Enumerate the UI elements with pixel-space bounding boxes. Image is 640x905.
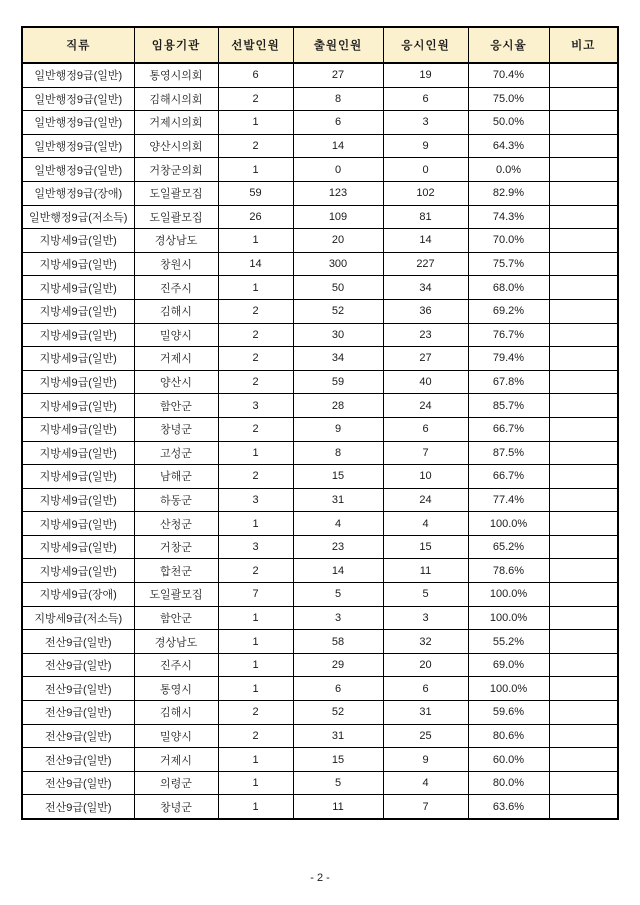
cell-selected-count: 3 xyxy=(218,488,293,512)
cell-agency: 김해시 xyxy=(134,299,218,323)
cell-note xyxy=(549,229,618,253)
table-head xyxy=(22,27,618,63)
cell-job-series: 전산9급(일반) xyxy=(22,748,134,772)
cell-examinees-count: 23 xyxy=(383,323,468,347)
column-header-attendance-rate: 응시율 xyxy=(468,27,549,63)
column-header-applicants-count: 출원인원 xyxy=(293,27,383,63)
column-header-agency: 임용기관 xyxy=(134,27,218,63)
table-row xyxy=(22,252,618,276)
cell-attendance-rate: 85.7% xyxy=(468,394,549,418)
cell-note xyxy=(549,630,618,654)
cell-agency: 양산시 xyxy=(134,370,218,394)
cell-selected-count: 1 xyxy=(218,606,293,630)
cell-examinees-count: 102 xyxy=(383,181,468,205)
cell-examinees-count: 40 xyxy=(383,370,468,394)
cell-attendance-rate: 100.0% xyxy=(468,677,549,701)
table-row xyxy=(22,276,618,300)
cell-selected-count: 1 xyxy=(218,158,293,182)
cell-applicants-count: 0 xyxy=(293,158,383,182)
cell-note xyxy=(549,701,618,725)
cell-selected-count: 2 xyxy=(218,559,293,583)
cell-applicants-count: 15 xyxy=(293,465,383,489)
cell-selected-count: 1 xyxy=(218,748,293,772)
table-body xyxy=(22,63,618,819)
cell-attendance-rate: 76.7% xyxy=(468,323,549,347)
cell-examinees-count: 6 xyxy=(383,417,468,441)
cell-examinees-count: 7 xyxy=(383,795,468,819)
cell-note xyxy=(549,653,618,677)
cell-applicants-count: 52 xyxy=(293,299,383,323)
cell-job-series: 일반행정9급(일반) xyxy=(22,87,134,111)
cell-agency: 거창군 xyxy=(134,535,218,559)
cell-job-series: 지방세9급(일반) xyxy=(22,465,134,489)
cell-note xyxy=(549,252,618,276)
cell-job-series: 지방세9급(일반) xyxy=(22,394,134,418)
cell-selected-count: 2 xyxy=(218,347,293,371)
cell-job-series: 지방세9급(일반) xyxy=(22,512,134,536)
column-header-job-series: 직류 xyxy=(22,27,134,63)
cell-applicants-count: 8 xyxy=(293,87,383,111)
cell-job-series: 지방세9급(일반) xyxy=(22,347,134,371)
cell-examinees-count: 34 xyxy=(383,276,468,300)
cell-examinees-count: 19 xyxy=(383,63,468,87)
cell-agency: 밀양시 xyxy=(134,323,218,347)
table-row xyxy=(22,653,618,677)
cell-note xyxy=(549,535,618,559)
cell-applicants-count: 4 xyxy=(293,512,383,536)
cell-agency: 거제시 xyxy=(134,748,218,772)
table-row xyxy=(22,441,618,465)
table-row xyxy=(22,394,618,418)
cell-job-series: 지방세9급(일반) xyxy=(22,252,134,276)
cell-applicants-count: 15 xyxy=(293,748,383,772)
cell-examinees-count: 24 xyxy=(383,488,468,512)
cell-applicants-count: 109 xyxy=(293,205,383,229)
column-header-examinees-count: 응시인원 xyxy=(383,27,468,63)
cell-selected-count: 1 xyxy=(218,653,293,677)
cell-selected-count: 26 xyxy=(218,205,293,229)
cell-note xyxy=(549,583,618,607)
cell-job-series: 지방세9급(일반) xyxy=(22,299,134,323)
cell-examinees-count: 32 xyxy=(383,630,468,654)
cell-attendance-rate: 78.6% xyxy=(468,559,549,583)
cell-job-series: 일반행정9급(저소득) xyxy=(22,205,134,229)
cell-agency: 거제시의회 xyxy=(134,111,218,135)
cell-attendance-rate: 79.4% xyxy=(468,347,549,371)
cell-attendance-rate: 60.0% xyxy=(468,748,549,772)
table-row xyxy=(22,417,618,441)
cell-agency: 창녕군 xyxy=(134,417,218,441)
table-row xyxy=(22,583,618,607)
cell-note xyxy=(549,276,618,300)
cell-note xyxy=(549,488,618,512)
cell-applicants-count: 29 xyxy=(293,653,383,677)
cell-applicants-count: 31 xyxy=(293,724,383,748)
table-row xyxy=(22,323,618,347)
cell-note xyxy=(549,417,618,441)
cell-selected-count: 3 xyxy=(218,394,293,418)
cell-attendance-rate: 75.7% xyxy=(468,252,549,276)
cell-examinees-count: 14 xyxy=(383,229,468,253)
cell-applicants-count: 8 xyxy=(293,441,383,465)
cell-applicants-count: 14 xyxy=(293,559,383,583)
cell-note xyxy=(549,465,618,489)
cell-agency: 진주시 xyxy=(134,276,218,300)
cell-agency: 경상남도 xyxy=(134,630,218,654)
cell-attendance-rate: 63.6% xyxy=(468,795,549,819)
cell-attendance-rate: 82.9% xyxy=(468,181,549,205)
table-row xyxy=(22,158,618,182)
cell-attendance-rate: 77.4% xyxy=(468,488,549,512)
cell-applicants-count: 14 xyxy=(293,134,383,158)
cell-note xyxy=(549,323,618,347)
cell-applicants-count: 34 xyxy=(293,347,383,371)
cell-note xyxy=(549,347,618,371)
cell-note xyxy=(549,299,618,323)
table-row xyxy=(22,205,618,229)
cell-note xyxy=(549,370,618,394)
cell-applicants-count: 5 xyxy=(293,771,383,795)
cell-job-series: 지방세9급(일반) xyxy=(22,229,134,253)
cell-job-series: 전산9급(일반) xyxy=(22,653,134,677)
cell-note xyxy=(549,677,618,701)
cell-attendance-rate: 70.4% xyxy=(468,63,549,87)
cell-note xyxy=(549,134,618,158)
cell-examinees-count: 9 xyxy=(383,748,468,772)
cell-selected-count: 1 xyxy=(218,441,293,465)
cell-attendance-rate: 65.2% xyxy=(468,535,549,559)
cell-agency: 산청군 xyxy=(134,512,218,536)
page-number: - 2 - xyxy=(310,872,330,884)
cell-examinees-count: 0 xyxy=(383,158,468,182)
cell-agency: 양산시의회 xyxy=(134,134,218,158)
table-row xyxy=(22,677,618,701)
cell-note xyxy=(549,181,618,205)
cell-examinees-count: 5 xyxy=(383,583,468,607)
cell-note xyxy=(549,441,618,465)
table-row xyxy=(22,512,618,536)
cell-attendance-rate: 75.0% xyxy=(468,87,549,111)
cell-job-series: 일반행정9급(장애) xyxy=(22,181,134,205)
cell-attendance-rate: 100.0% xyxy=(468,583,549,607)
cell-agency: 함안군 xyxy=(134,394,218,418)
table-row xyxy=(22,181,618,205)
cell-note xyxy=(549,87,618,111)
cell-job-series: 전산9급(일반) xyxy=(22,724,134,748)
cell-note xyxy=(549,205,618,229)
header-row xyxy=(22,27,618,63)
cell-attendance-rate: 55.2% xyxy=(468,630,549,654)
cell-job-series: 지방세9급(저소득) xyxy=(22,606,134,630)
table-row xyxy=(22,748,618,772)
cell-applicants-count: 11 xyxy=(293,795,383,819)
cell-examinees-count: 81 xyxy=(383,205,468,229)
cell-attendance-rate: 66.7% xyxy=(468,465,549,489)
cell-selected-count: 2 xyxy=(218,724,293,748)
table-row xyxy=(22,630,618,654)
cell-examinees-count: 3 xyxy=(383,606,468,630)
cell-job-series: 지방세9급(일반) xyxy=(22,323,134,347)
cell-job-series: 지방세9급(일반) xyxy=(22,441,134,465)
table-row xyxy=(22,370,618,394)
table-row xyxy=(22,488,618,512)
cell-agency: 김해시의회 xyxy=(134,87,218,111)
cell-selected-count: 14 xyxy=(218,252,293,276)
cell-note xyxy=(549,771,618,795)
cell-agency: 통영시 xyxy=(134,677,218,701)
column-header-note: 비고 xyxy=(549,27,618,63)
cell-applicants-count: 6 xyxy=(293,677,383,701)
cell-applicants-count: 50 xyxy=(293,276,383,300)
cell-agency: 경상남도 xyxy=(134,229,218,253)
cell-selected-count: 2 xyxy=(218,370,293,394)
cell-agency: 거창군의회 xyxy=(134,158,218,182)
cell-applicants-count: 9 xyxy=(293,417,383,441)
cell-job-series: 전산9급(일반) xyxy=(22,771,134,795)
cell-note xyxy=(549,559,618,583)
table-row xyxy=(22,606,618,630)
cell-examinees-count: 6 xyxy=(383,677,468,701)
cell-selected-count: 1 xyxy=(218,512,293,536)
table-row xyxy=(22,465,618,489)
cell-applicants-count: 23 xyxy=(293,535,383,559)
cell-selected-count: 1 xyxy=(218,276,293,300)
cell-selected-count: 1 xyxy=(218,795,293,819)
cell-applicants-count: 52 xyxy=(293,701,383,725)
cell-attendance-rate: 67.8% xyxy=(468,370,549,394)
table-row xyxy=(22,535,618,559)
table-row xyxy=(22,347,618,371)
cell-applicants-count: 123 xyxy=(293,181,383,205)
cell-agency: 합천군 xyxy=(134,559,218,583)
cell-note xyxy=(549,724,618,748)
cell-note xyxy=(549,606,618,630)
cell-note xyxy=(549,158,618,182)
cell-job-series: 전산9급(일반) xyxy=(22,630,134,654)
table-row xyxy=(22,724,618,748)
cell-note xyxy=(549,512,618,536)
cell-attendance-rate: 0.0% xyxy=(468,158,549,182)
cell-agency: 거제시 xyxy=(134,347,218,371)
cell-selected-count: 2 xyxy=(218,87,293,111)
cell-selected-count: 2 xyxy=(218,701,293,725)
table-row xyxy=(22,63,618,87)
cell-agency: 의령군 xyxy=(134,771,218,795)
cell-examinees-count: 3 xyxy=(383,111,468,135)
table-row xyxy=(22,559,618,583)
cell-attendance-rate: 50.0% xyxy=(468,111,549,135)
cell-selected-count: 2 xyxy=(218,417,293,441)
cell-examinees-count: 25 xyxy=(383,724,468,748)
cell-selected-count: 3 xyxy=(218,535,293,559)
cell-examinees-count: 227 xyxy=(383,252,468,276)
cell-selected-count: 1 xyxy=(218,630,293,654)
cell-job-series: 일반행정9급(일반) xyxy=(22,63,134,87)
cell-agency: 함안군 xyxy=(134,606,218,630)
cell-examinees-count: 27 xyxy=(383,347,468,371)
cell-selected-count: 2 xyxy=(218,134,293,158)
cell-applicants-count: 59 xyxy=(293,370,383,394)
cell-examinees-count: 36 xyxy=(383,299,468,323)
cell-attendance-rate: 70.0% xyxy=(468,229,549,253)
cell-note xyxy=(549,63,618,87)
cell-attendance-rate: 100.0% xyxy=(468,606,549,630)
cell-applicants-count: 5 xyxy=(293,583,383,607)
cell-agency: 통영시의회 xyxy=(134,63,218,87)
table-row xyxy=(22,111,618,135)
cell-attendance-rate: 87.5% xyxy=(468,441,549,465)
cell-applicants-count: 20 xyxy=(293,229,383,253)
cell-job-series: 지방세9급(일반) xyxy=(22,276,134,300)
column-header-selected-count: 선발인원 xyxy=(218,27,293,63)
cell-selected-count: 7 xyxy=(218,583,293,607)
table-row xyxy=(22,229,618,253)
cell-agency: 도일괄모집 xyxy=(134,583,218,607)
cell-examinees-count: 6 xyxy=(383,87,468,111)
cell-agency: 도일괄모집 xyxy=(134,205,218,229)
cell-selected-count: 1 xyxy=(218,771,293,795)
cell-agency: 밀양시 xyxy=(134,724,218,748)
cell-attendance-rate: 69.2% xyxy=(468,299,549,323)
cell-examinees-count: 7 xyxy=(383,441,468,465)
cell-applicants-count: 3 xyxy=(293,606,383,630)
cell-job-series: 전산9급(일반) xyxy=(22,795,134,819)
table-row xyxy=(22,701,618,725)
cell-applicants-count: 300 xyxy=(293,252,383,276)
cell-applicants-count: 58 xyxy=(293,630,383,654)
cell-selected-count: 1 xyxy=(218,111,293,135)
table-row xyxy=(22,87,618,111)
cell-agency: 도일괄모집 xyxy=(134,181,218,205)
cell-examinees-count: 4 xyxy=(383,771,468,795)
cell-job-series: 지방세9급(일반) xyxy=(22,535,134,559)
cell-selected-count: 2 xyxy=(218,299,293,323)
cell-attendance-rate: 80.0% xyxy=(468,771,549,795)
cell-job-series: 지방세9급(일반) xyxy=(22,370,134,394)
cell-agency: 진주시 xyxy=(134,653,218,677)
cell-note xyxy=(549,795,618,819)
cell-selected-count: 2 xyxy=(218,323,293,347)
cell-attendance-rate: 66.7% xyxy=(468,417,549,441)
cell-attendance-rate: 80.6% xyxy=(468,724,549,748)
cell-examinees-count: 20 xyxy=(383,653,468,677)
cell-examinees-count: 9 xyxy=(383,134,468,158)
cell-examinees-count: 4 xyxy=(383,512,468,536)
cell-examinees-count: 15 xyxy=(383,535,468,559)
cell-attendance-rate: 64.3% xyxy=(468,134,549,158)
cell-note xyxy=(549,111,618,135)
cell-agency: 하동군 xyxy=(134,488,218,512)
table-row xyxy=(22,134,618,158)
cell-selected-count: 6 xyxy=(218,63,293,87)
cell-job-series: 전산9급(일반) xyxy=(22,677,134,701)
cell-examinees-count: 11 xyxy=(383,559,468,583)
table-row xyxy=(22,771,618,795)
cell-job-series: 전산9급(일반) xyxy=(22,701,134,725)
cell-note xyxy=(549,748,618,772)
table-row xyxy=(22,795,618,819)
cell-applicants-count: 6 xyxy=(293,111,383,135)
cell-attendance-rate: 69.0% xyxy=(468,653,549,677)
exam-statistics-table xyxy=(21,26,619,820)
cell-job-series: 지방세9급(일반) xyxy=(22,417,134,441)
cell-examinees-count: 31 xyxy=(383,701,468,725)
cell-selected-count: 1 xyxy=(218,229,293,253)
cell-attendance-rate: 74.3% xyxy=(468,205,549,229)
cell-applicants-count: 28 xyxy=(293,394,383,418)
cell-applicants-count: 30 xyxy=(293,323,383,347)
cell-examinees-count: 10 xyxy=(383,465,468,489)
table-row xyxy=(22,299,618,323)
cell-selected-count: 1 xyxy=(218,677,293,701)
cell-agency: 창녕군 xyxy=(134,795,218,819)
cell-agency: 창원시 xyxy=(134,252,218,276)
cell-job-series: 일반행정9급(일반) xyxy=(22,111,134,135)
cell-applicants-count: 31 xyxy=(293,488,383,512)
cell-selected-count: 2 xyxy=(218,465,293,489)
cell-examinees-count: 24 xyxy=(383,394,468,418)
cell-job-series: 지방세9급(일반) xyxy=(22,488,134,512)
cell-job-series: 지방세9급(장애) xyxy=(22,583,134,607)
cell-attendance-rate: 59.6% xyxy=(468,701,549,725)
cell-attendance-rate: 100.0% xyxy=(468,512,549,536)
cell-job-series: 지방세9급(일반) xyxy=(22,559,134,583)
cell-agency: 남해군 xyxy=(134,465,218,489)
cell-note xyxy=(549,394,618,418)
cell-agency: 김해시 xyxy=(134,701,218,725)
cell-agency: 고성군 xyxy=(134,441,218,465)
cell-selected-count: 59 xyxy=(218,181,293,205)
cell-attendance-rate: 68.0% xyxy=(468,276,549,300)
cell-applicants-count: 27 xyxy=(293,63,383,87)
cell-job-series: 일반행정9급(일반) xyxy=(22,158,134,182)
cell-job-series: 일반행정9급(일반) xyxy=(22,134,134,158)
